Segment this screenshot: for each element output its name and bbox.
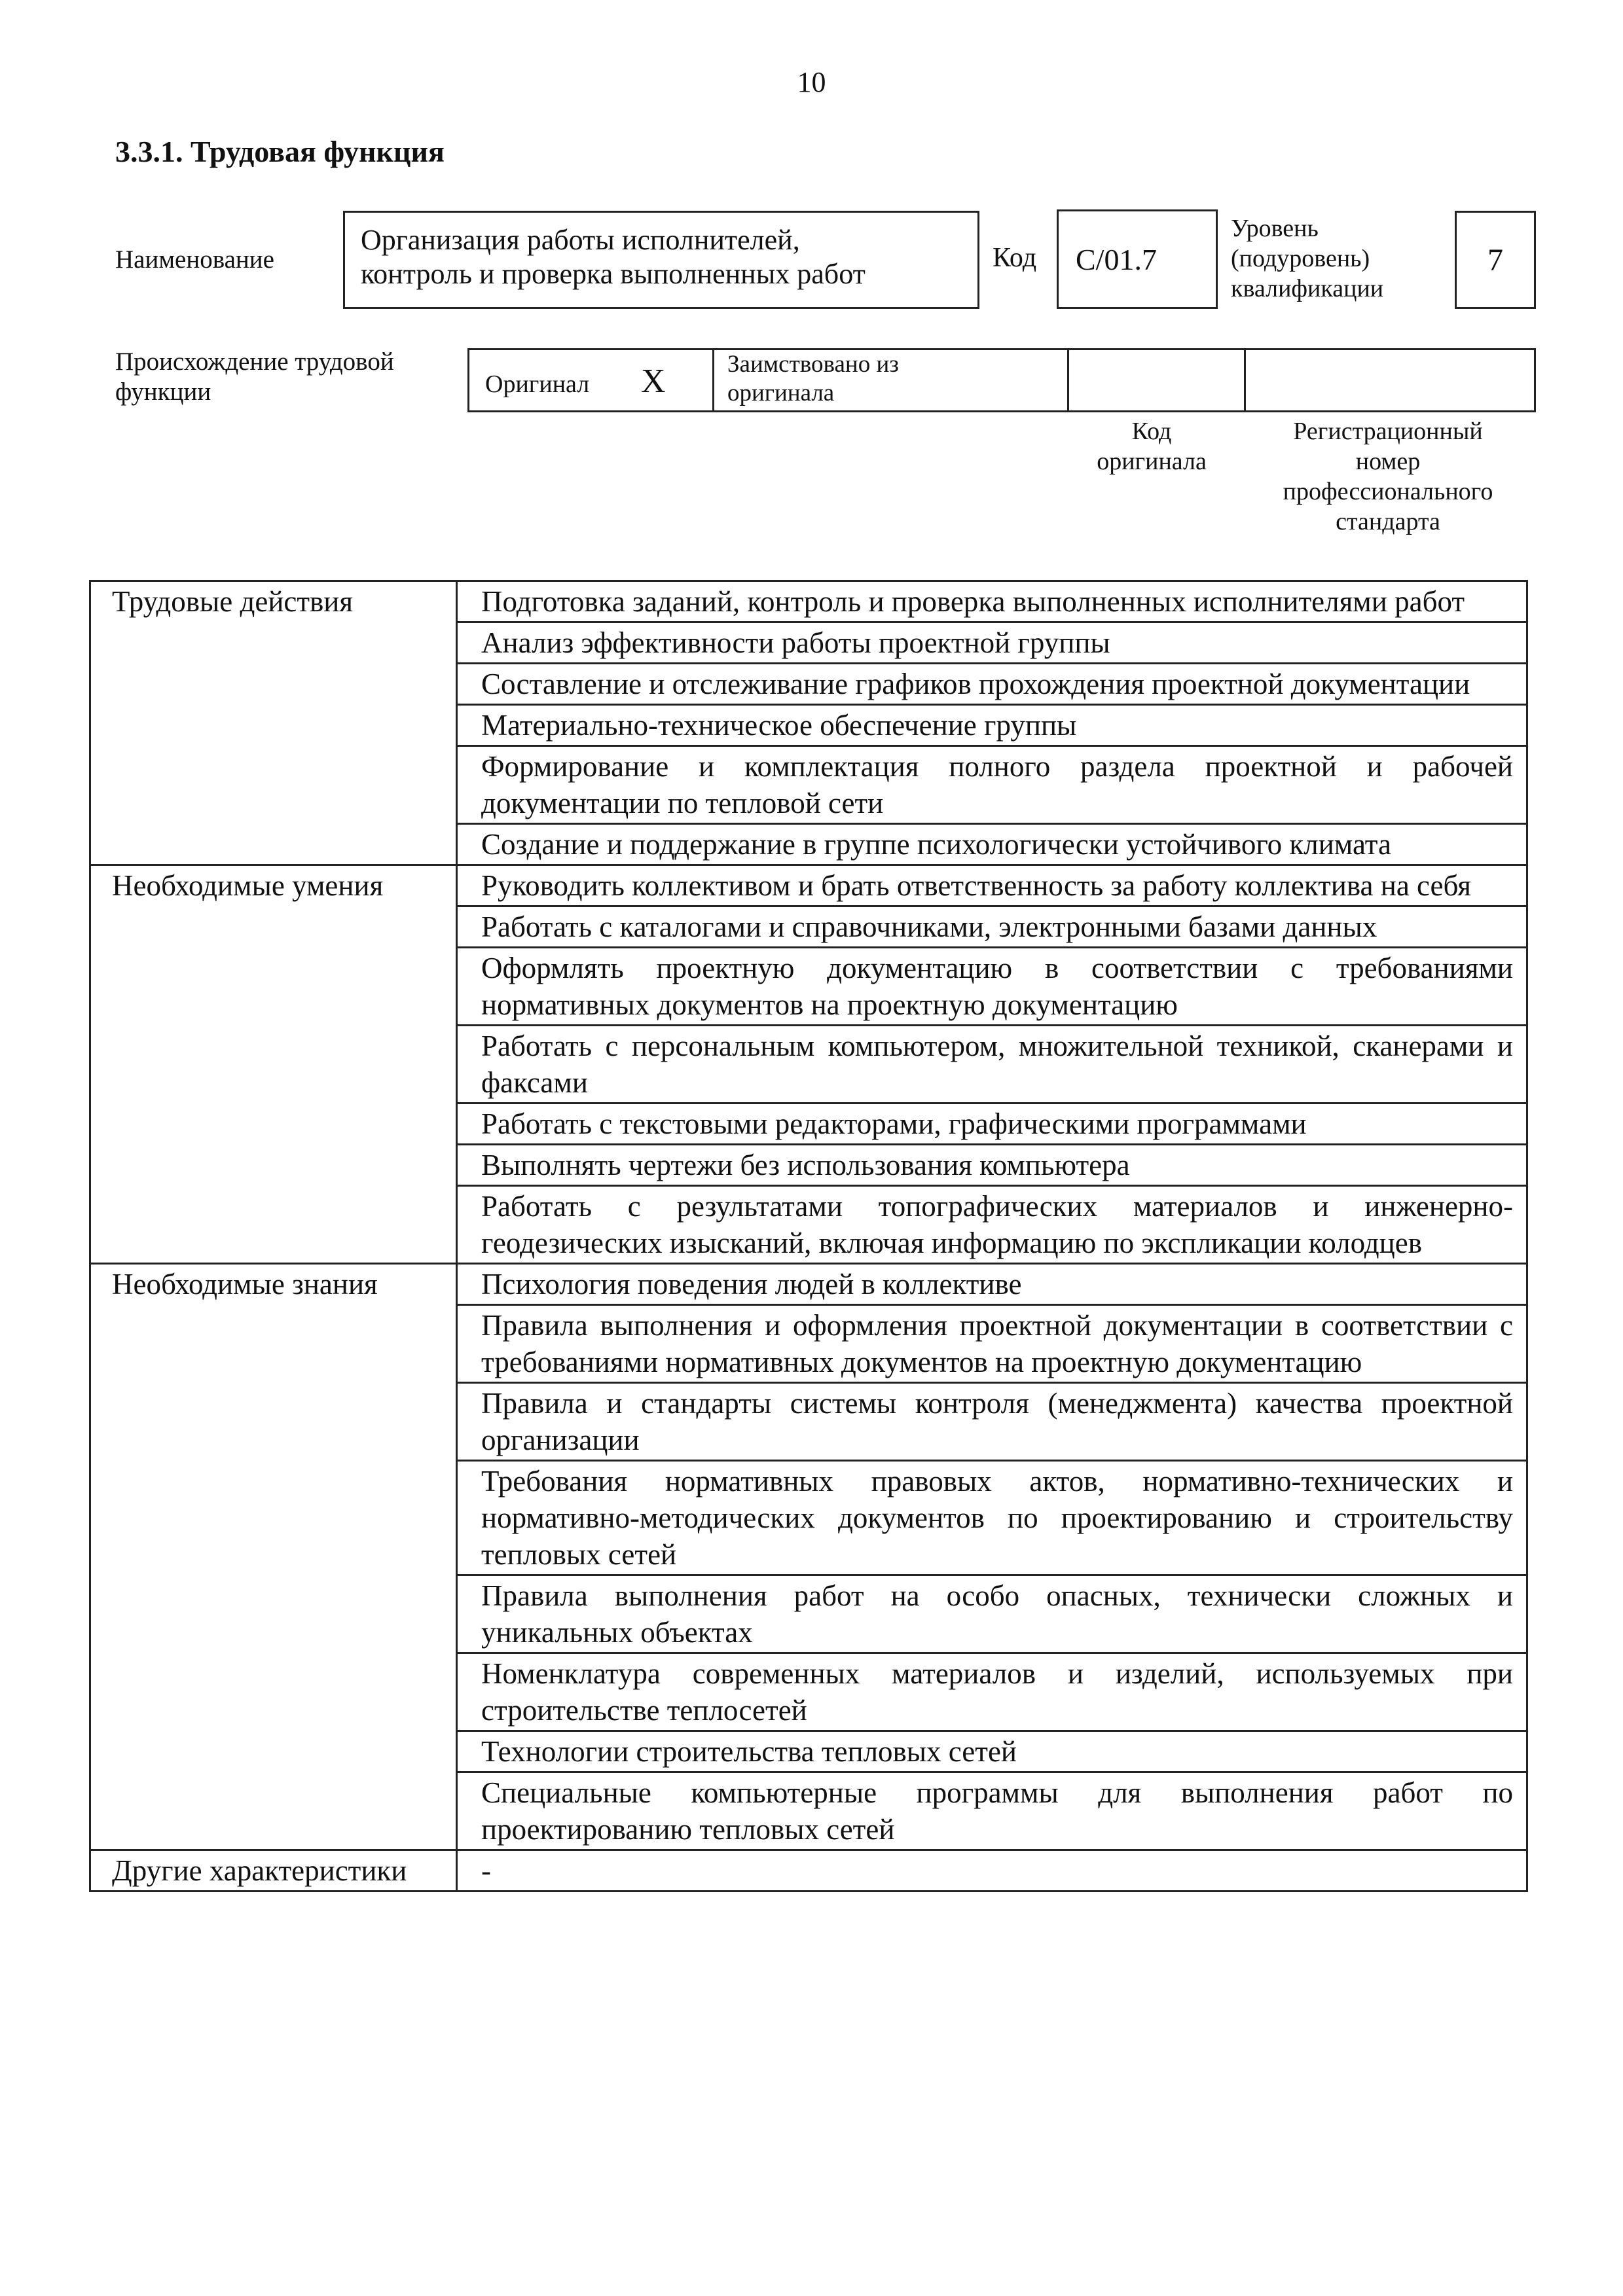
- section-item: Требования нормативных правовых актов, нормативно-технических и нормативно-методических документов по проектированию и строительству тепловых сетей: [457, 1461, 1527, 1575]
- section-item: Анализ эффективности работы проектной группы: [457, 622, 1527, 664]
- function-name-box: [343, 211, 979, 309]
- name-label: Наименование: [115, 245, 274, 274]
- function-name-line: контроль и проверка выполненных работ: [361, 258, 866, 290]
- caption-line: Код: [1131, 418, 1172, 445]
- code-box: [1057, 209, 1218, 309]
- section-title: Другие характеристики: [90, 1850, 457, 1892]
- section-item: Номенклатура современных материалов и изделий, используемых при строительстве теплосетей: [457, 1653, 1527, 1731]
- code-original-caption: [1063, 416, 1240, 476]
- origin-code-cell: [1069, 350, 1246, 410]
- table-row: [90, 1264, 1527, 1305]
- origin-reg-number-cell: [1246, 350, 1534, 410]
- labor-function-table: [89, 580, 1528, 1892]
- page-number: 10: [797, 66, 826, 98]
- section-title: Необходимые умения: [90, 865, 457, 1264]
- origin-borrowed-cell: [714, 350, 1069, 410]
- level-label-line: (подуровень): [1231, 245, 1370, 272]
- table-row: [90, 865, 1527, 906]
- level-label: [1231, 213, 1383, 304]
- section-item: Технологии строительства тепловых сетей: [457, 1731, 1527, 1772]
- reg-number-caption: [1240, 416, 1536, 537]
- caption-line: оригинала: [1097, 448, 1207, 475]
- section-item: Формирование и комплектация полного раздела проектной и рабочей документации по тепловой сети: [457, 746, 1527, 824]
- section-item: Правила выполнения и оформления проектной документации в соответствии с требованиями нормативных документов на проектную документацию: [457, 1305, 1527, 1383]
- table-row: [90, 581, 1527, 622]
- borrowed-label-line: Заимствовано из: [727, 351, 899, 378]
- section-item: Материально-техническое обеспечение группы: [457, 705, 1527, 746]
- section-heading: 3.3.1. Трудовая функция: [115, 135, 445, 168]
- section-item: Работать с результатами топографических материалов и инженерно-геодезических изысканий, включая информацию по экспликации колодцев: [457, 1186, 1527, 1264]
- function-name-line: Организация работы исполнителей,: [361, 224, 800, 256]
- section-item: Работать с каталогами и справочниками, электронными базами данных: [457, 906, 1527, 948]
- section-item: Правила и стандарты системы контроля (менеджмента) качества проектной организации: [457, 1383, 1527, 1461]
- section-item: -: [457, 1850, 1527, 1892]
- origin-label-line: функции: [115, 378, 211, 406]
- origin-label: [115, 347, 394, 407]
- level-label-line: Уровень: [1231, 215, 1319, 242]
- caption-line: стандарта: [1336, 508, 1440, 535]
- section-item: Составление и отслеживание графиков прохождения проектной документации: [457, 664, 1527, 705]
- level-label-line: квалификации: [1231, 275, 1384, 302]
- origin-table: [467, 348, 1536, 412]
- section-item: Создание и поддержание в группе психологически устойчивого климата: [457, 824, 1527, 865]
- caption-line: номер: [1355, 448, 1421, 475]
- section-item: Оформлять проектную документацию в соответствии с требованиями нормативных документов на проектную документацию: [457, 948, 1527, 1026]
- original-label: Оригинал: [485, 370, 590, 398]
- section-item: Специальные компьютерные программы для выполнения работ по проектированию тепловых сетей: [457, 1772, 1527, 1850]
- section-item: Психология поведения людей в коллективе: [457, 1264, 1527, 1305]
- section-item: Выполнять чертежи без использования компьютера: [457, 1145, 1527, 1186]
- section-title: Необходимые знания: [90, 1264, 457, 1850]
- level-box: [1455, 211, 1536, 309]
- table-row: [90, 1850, 1527, 1892]
- section-item: Руководить коллективом и брать ответственность за работу коллектива на себя: [457, 865, 1527, 906]
- section-item: Работать с текстовыми редакторами, графическими программами: [457, 1103, 1527, 1145]
- origin-label-line: Происхождение трудовой: [115, 348, 394, 376]
- original-mark: X: [641, 363, 666, 400]
- code-value: С/01.7: [1076, 242, 1157, 276]
- section-title: Трудовые действия: [90, 581, 457, 865]
- section-item: Работать с персональным компьютером, множительной техникой, сканерами и факсами: [457, 1026, 1527, 1103]
- code-label: Код: [993, 243, 1037, 273]
- origin-original-cell: [469, 350, 714, 410]
- caption-line: профессионального: [1283, 478, 1493, 505]
- section-item: Подготовка заданий, контроль и проверка выполненных исполнителями работ: [457, 581, 1527, 622]
- caption-line: Регистрационный: [1293, 418, 1483, 445]
- borrowed-label-line: оригинала: [727, 380, 835, 406]
- section-item: Правила выполнения работ на особо опасных, технически сложных и уникальных объектах: [457, 1575, 1527, 1653]
- level-value: 7: [1487, 242, 1503, 278]
